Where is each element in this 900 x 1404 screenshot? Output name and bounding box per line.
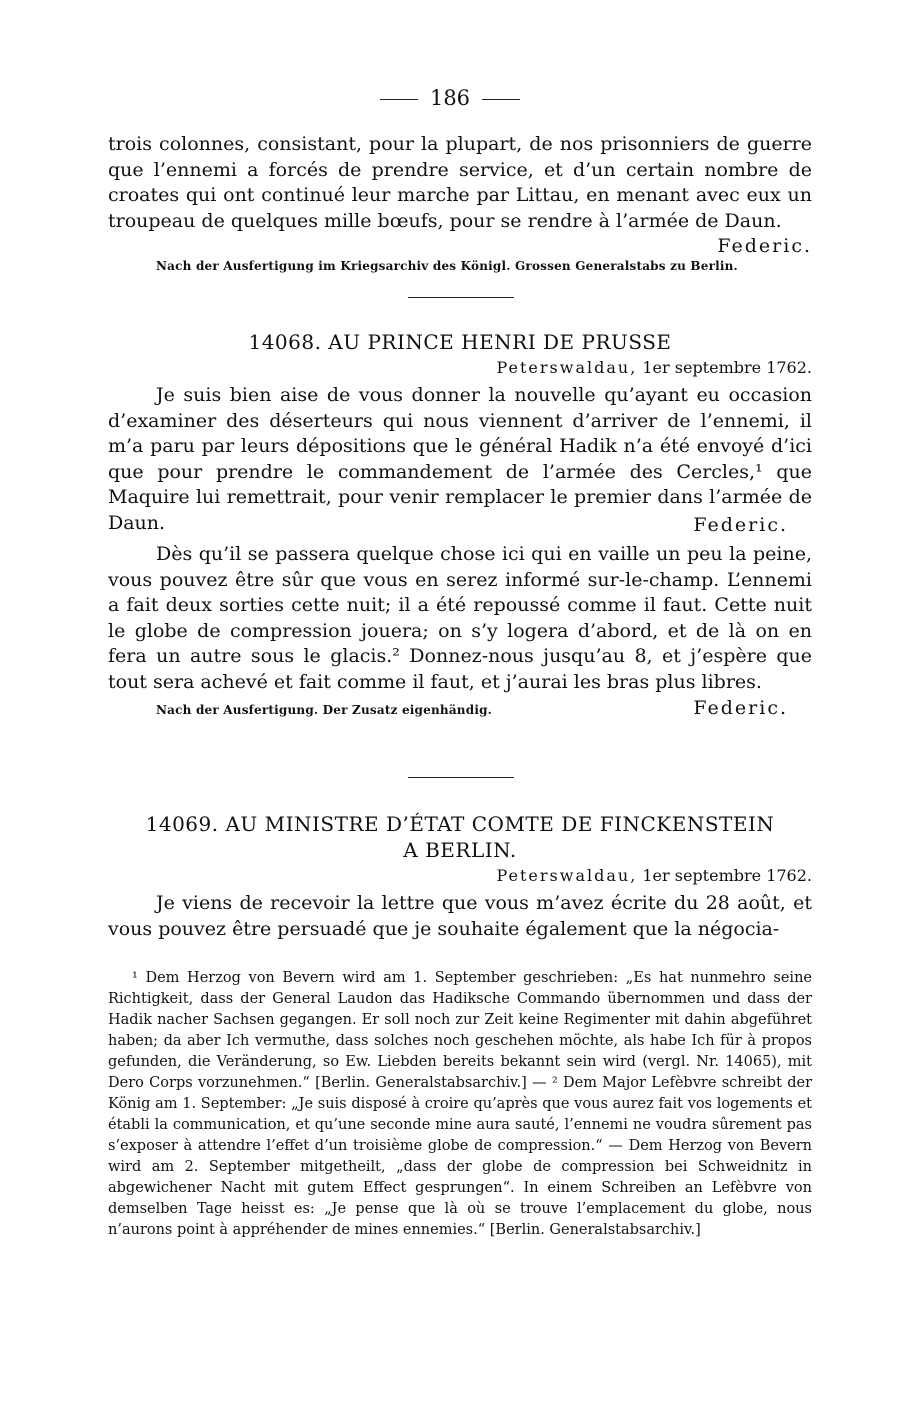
intro-signature: Federic. bbox=[717, 235, 812, 257]
letter-14069-heading-line-1: 14069. AU MINISTRE D’ÉTAT COMTE DE FINCKENSTEIN bbox=[145, 812, 775, 836]
footnotes-text: ¹ Dem Herzog von Bevern wird am 1. September geschrieben: „Es hat nunmehro seine Richtigkeit, dass der General Laudon das Hadiksche Commando übernommen und dass der Hadik nacher Sachsen gegangen. Er soll noch zur Zeit keine Regimenter mit dahin abgeführet haben; da aber Ich vermuthe, dass solches noch geschehen möchte, als habe Ich für à propos gefunden, die Veränderung, so Ew. Liebden bereits bekannt sein wird (vergl. Nr. 14065), mit Dero Corps vorzunehmen.“ [Berlin. Generalstabsarchiv.] — ² Dem Major Lefèbvre schreibt der König am 1. September: „Je suis disposé à croire qu’après que vous aurez fait vos logements et établi la communication, et qu’une seconde mine aura sauté, l’ennemi ne voudra sûrement pas s’exposer à attendre l’effet d’un troisième globe de compression.“ — Dem Herzog von Bevern wird am 2. September mitgetheilt, „dass der globe de compression bei Schweidnitz in abgewichener Nacht mit gutem Effect gesprungen“. In einem Schreiben an Lefèbvre von demselben Tage heisst es: „Je pense que là où se trouve l’emplacement du globe, nous n’aurons point à appréhender de mines ennemies.“ [Berlin. Generalstabsarchiv.] bbox=[108, 970, 812, 1238]
letter-14069-date: 1er septembre 1762. bbox=[642, 866, 812, 885]
letter-14068-paragraph-2: Dès qu’il se passera quelque chose ici qui en vaille un peu la peine, vous pouvez être sûr que vous en serez informé sur-le-champ. L’ennemi a fait deux sorties cette nuit; il a été repoussé comme il faut. Cette nuit le globe de compression jouera; on s’y logera d’abord, et de là on en fera un autre sous le glacis.² Donnez-nous jusqu’au 8, et j’espère que tout sera achevé et fait comme il faut, et j’aurai les bras plus libres. bbox=[108, 543, 812, 693]
intro-block bbox=[108, 132, 812, 273]
intro-paragraph: trois colonnes, consistant, pour la plupart, de nos prisonniers de guerre que l’ennemi a forcés de prendre service, et d’un certain nombre de croates qui ont continué leur marche par Littau, en menant avec eux un troupeau de quelques mille bœufs, pour se rendre à l’armée de Daun. bbox=[108, 133, 812, 232]
intro-source-note: Nach der Ausfertigung im Kriegsarchiv des Königl. Grossen Generalstabs zu Berlin. bbox=[156, 259, 738, 273]
letter-14068-signature-1: Federic. bbox=[693, 514, 788, 536]
letter-14068-place-date bbox=[108, 358, 812, 377]
letter-14069-place-date bbox=[108, 866, 812, 885]
letter-14068-source-note: Nach der Ausfertigung. Der Zusatz eigenhändig. bbox=[156, 703, 493, 717]
page-number: 186 bbox=[0, 86, 900, 110]
letter-14068-footer bbox=[108, 697, 812, 723]
separator-rule bbox=[408, 297, 514, 298]
letter-14069-heading-line-2: A BERLIN. bbox=[403, 838, 517, 862]
letter-14068-heading: 14068. AU PRINCE HENRI DE PRUSSE bbox=[248, 330, 672, 354]
letter-14069-paragraph-1: Je viens de recevoir la lettre que vous m’avez écrite du 28 août, et vous pouvez être persuadé que je souhaite également que la négocia- bbox=[108, 892, 812, 940]
dash-left bbox=[380, 99, 418, 100]
letter-14068-place: Peterswaldau, bbox=[496, 358, 638, 377]
separator-rule-2 bbox=[408, 777, 514, 778]
letter-14068-signature-2: Federic. bbox=[693, 697, 788, 719]
letter-14069-place: Peterswaldau, bbox=[496, 866, 638, 885]
letter-14068 bbox=[108, 330, 812, 723]
letter-14068-paragraph-1: Je suis bien aise de vous donner la nouvelle qu’ayant eu occasion d’examiner des déserteurs qui nous viennent d’arriver de l’ennemi, il m’a paru par leurs dépositions que le général Hadik n’a été envoyé d’ici que pour prendre le commandement de l’armée des Cercles,¹ que Maquire lui remettrait, pour venir remplacer le premier dans l’armée de Daun. bbox=[108, 384, 812, 534]
dash-right bbox=[482, 99, 520, 100]
letter-14069 bbox=[108, 812, 812, 942]
footnotes bbox=[108, 968, 812, 1241]
letter-14068-date: 1er septembre 1762. bbox=[642, 358, 812, 377]
